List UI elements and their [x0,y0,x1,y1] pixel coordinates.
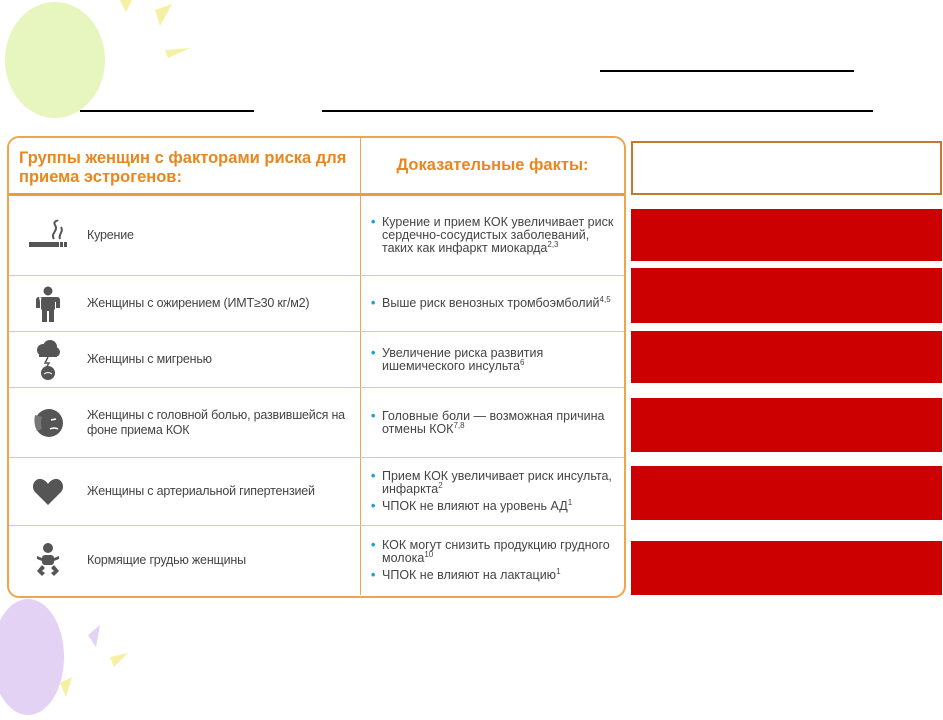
group-label: Кормящие грудью женщины [87,553,246,567]
facts-cell [361,458,624,525]
group-cell [9,458,361,525]
facts-cell [361,196,624,275]
fact-item: • КОК могут снизить продукцию грудного молока$^{10}$ [371,539,616,565]
facts-cell [361,526,624,595]
fact-item: • Прием КОК увеличивает риск инсульта, инфаркта$^2$ [371,470,616,496]
side-block-row-6 [631,541,942,595]
table-row [9,388,624,458]
title-underline-3 [322,110,873,112]
facts-cell [361,388,624,457]
group-label: Женщины с головной болью, развившейся на фоне приема КОК [87,407,345,437]
table-row [9,196,624,276]
group-cell [9,276,361,331]
side-block-row-2 [631,268,942,323]
migraine-cloud-icon [21,340,75,380]
side-block-row-3 [631,331,942,383]
side-block-row-4 [631,398,942,452]
facts-cell [361,276,624,331]
decorative-sun-shape [0,0,200,140]
side-block-row-5 [631,466,942,520]
header-evidence: Доказательные факты: [396,156,589,174]
group-label: Женщины с ожирением (ИМТ≥30 кг/м2) [87,296,310,310]
headache-face-icon [21,403,75,443]
facts-cell [361,332,624,387]
side-block-row-1 [631,209,942,261]
table-row [9,276,624,332]
obese-person-icon [21,284,75,324]
group-label: Женщины с мигренью [87,352,212,366]
title-underline-1 [600,70,854,72]
risk-factors-table [7,136,626,598]
fact-item: • ЧПОК не влияют на уровень $АД^1$ [371,500,616,513]
group-cell [9,196,361,275]
smoking-icon [21,216,75,256]
table-row [9,458,624,526]
heart-icon [21,472,75,512]
fact-item: • Увеличение риска развития ишемического инсульта$^6$ [371,347,616,373]
group-label: Курение [87,228,134,242]
group-cell [9,332,361,387]
fact-item: • Головные боли — возможная причина отмены КОК$^{7,8}$ [371,410,616,436]
header-risk-groups: Группы женщин с факторами риска для приема эстрогенов: [9,138,361,193]
table-row [9,526,624,595]
table-row [9,332,624,388]
fact-item: • Курение и прием КОК увеличивает риск сердечно-сосудистых заболеваний, таких как инфаркт миокарда$^{2,3}$ [371,216,616,255]
side-header-box [631,141,942,195]
decorative-flower-shape [0,595,140,720]
breastfeeding-baby-icon [21,541,75,581]
group-cell [9,388,361,457]
group-cell [9,526,361,595]
group-label: Женщины с артериальной гипертензией [87,484,315,498]
fact-item: • ЧПОК не влияют на лактацию$^1$ [371,569,616,582]
fact-item: • Выше риск венозных тромбоэмболий$^{4,5}$ [371,297,616,310]
table-header [9,138,624,196]
title-underline-2 [80,110,254,112]
